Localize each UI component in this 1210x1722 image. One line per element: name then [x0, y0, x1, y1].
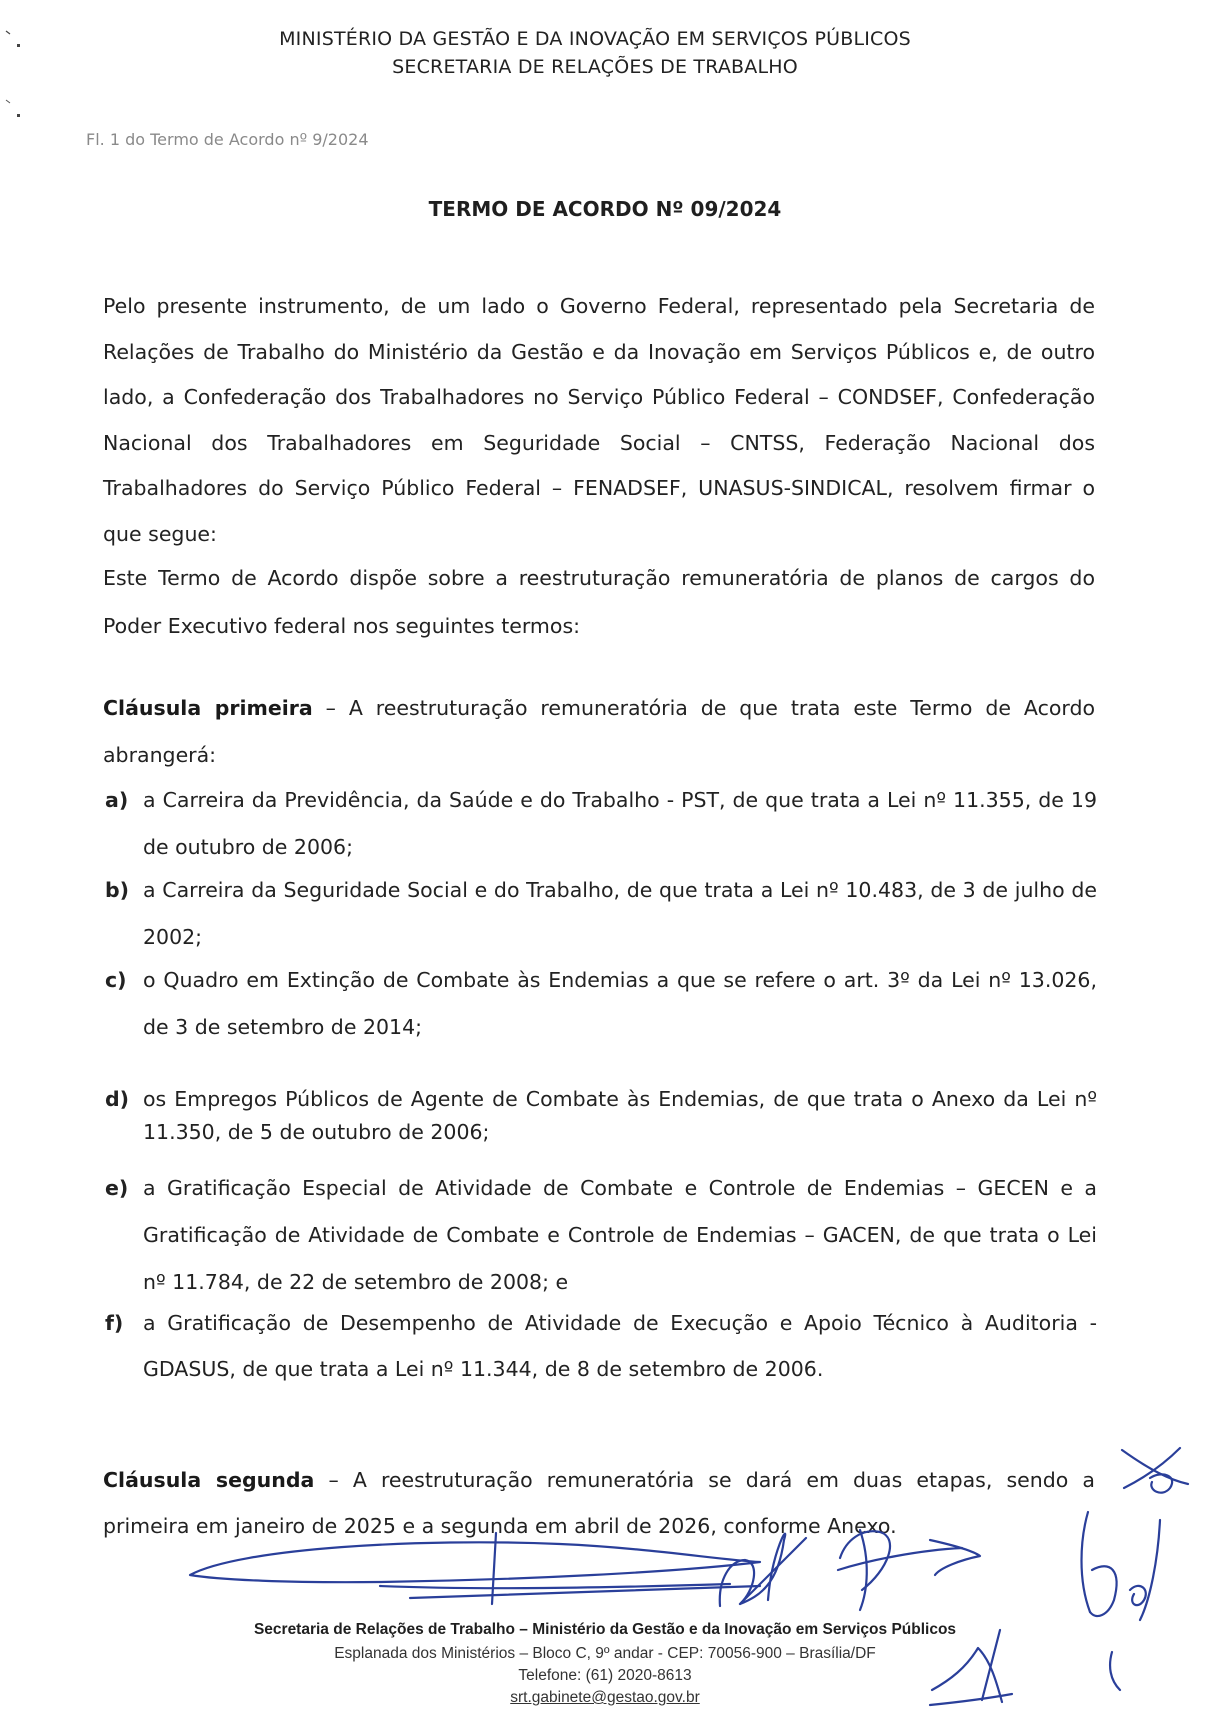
item-letter: b): [105, 878, 130, 902]
clause-two-label: Cláusula segunda: [103, 1468, 315, 1492]
intro-paragraph: Este Termo de Acordo dispõe sobre a reestruturação remuneratória de planos de cargos do Poder Executivo federal nos seguintes termos:: [103, 566, 1095, 638]
item-text: o Quadro em Extinção de Combate às Endemias a que se refere o art. 3º da Lei nº 13.026, de 3 de setembro de 2014;: [143, 968, 1097, 1039]
clause-item-c: [105, 957, 1097, 1051]
clause-one-paragraph: [103, 685, 1095, 779]
clause-one-text: – A reestruturação remuneratória de que trata este Termo de Acordo abrangerá:: [103, 696, 1096, 767]
ministry-heading: MINISTÉRIO DA GESTÃO E DA INOVAÇÃO EM SERVIÇOS PÚBLICOS: [279, 28, 911, 50]
clause-two-paragraph: [103, 1457, 1095, 1549]
item-text: os Empregos Públicos de Agente de Combate às Endemias, de que trata o Anexo da Lei nº 11.350, de 5 de outubro de 2006;: [143, 1087, 1097, 1144]
item-text: a Gratificação de Desempenho de Atividade de Execução e Apoio Técnico à Auditoria - GDASUS, de que trata a Lei nº 11.344, de 8 de setembro de 2006.: [143, 1311, 1097, 1381]
item-text: a Carreira da Seguridade Social e do Trabalho, de que trata a Lei nº 10.483, de 3 de julho de 2002;: [143, 878, 1097, 949]
clause-item-b: [105, 867, 1097, 961]
item-text: a Carreira da Previdência, da Saúde e do Trabalho - PST, de que trata a Lei nº 11.355, de 19 de outubro de 2006;: [143, 788, 1097, 859]
footer-phone: Telefone: (61) 2020-8613: [518, 1667, 692, 1684]
clause-item-a: [105, 777, 1097, 871]
footer-organization: Secretaria de Relações de Trabalho – Ministério da Gestão e da Inovação em Serviços Públicos: [253, 1621, 957, 1638]
clause-item-f: [105, 1300, 1097, 1392]
footer-address: Esplanada dos Ministérios – Bloco C, 9º andar - CEP: 70056-900 – Brasília/DF: [334, 1645, 876, 1662]
item-letter: f): [105, 1311, 124, 1335]
folio-note: Fl. 1 do Termo de Acordo nº 9/2024: [86, 130, 369, 149]
footer-email-link[interactable]: srt.gabinete@gestao.gov.br: [510, 1689, 700, 1706]
item-text: a Gratificação Especial de Atividade de Combate e Controle de Endemias – GECEN e a Gratificação de Atividade de Combate e Controle de Endemias – GACEN, de que trata o Lei nº 11.784, de 22 de setembro de 2008; e: [143, 1176, 1097, 1294]
preamble-paragraph: Pelo presente instrumento, de um lado o Governo Federal, representado pela Secretaria de Relações de Trabalho do Ministério da Gestão e da Inovação em Serviços Públicos e, de outro lado, a Confederação dos Trabalhadores no Serviço Público Federal – CONDSEF, Confederação Nacional dos Trabalhadores em Seguridade Social – CNTSS, Federação Nacional dos Trabalhadores do Serviço Público Federal – FENADSEF, UNASUS-SINDICAL, resolvem firmar o que segue:: [103, 294, 1095, 546]
clause-item-d: [105, 1083, 1097, 1149]
secretariat-heading: SECRETARIA DE RELAÇÕES DE TRABALHO: [392, 56, 798, 78]
document-title: TERMO DE ACORDO Nº 09/2024: [428, 197, 782, 221]
clause-one-label: Cláusula primeira: [103, 696, 313, 720]
item-letter: d): [105, 1087, 130, 1111]
clause-item-e: [105, 1165, 1097, 1306]
item-letter: e): [105, 1176, 129, 1200]
clause-two-text: – A reestruturação remuneratória se dará em duas etapas, sendo a primeira em janeiro de 2025 e a segunda em abril de 2026, conforme Anexo.: [103, 1468, 1095, 1538]
item-letter: a): [105, 788, 129, 812]
item-letter: c): [105, 968, 127, 992]
